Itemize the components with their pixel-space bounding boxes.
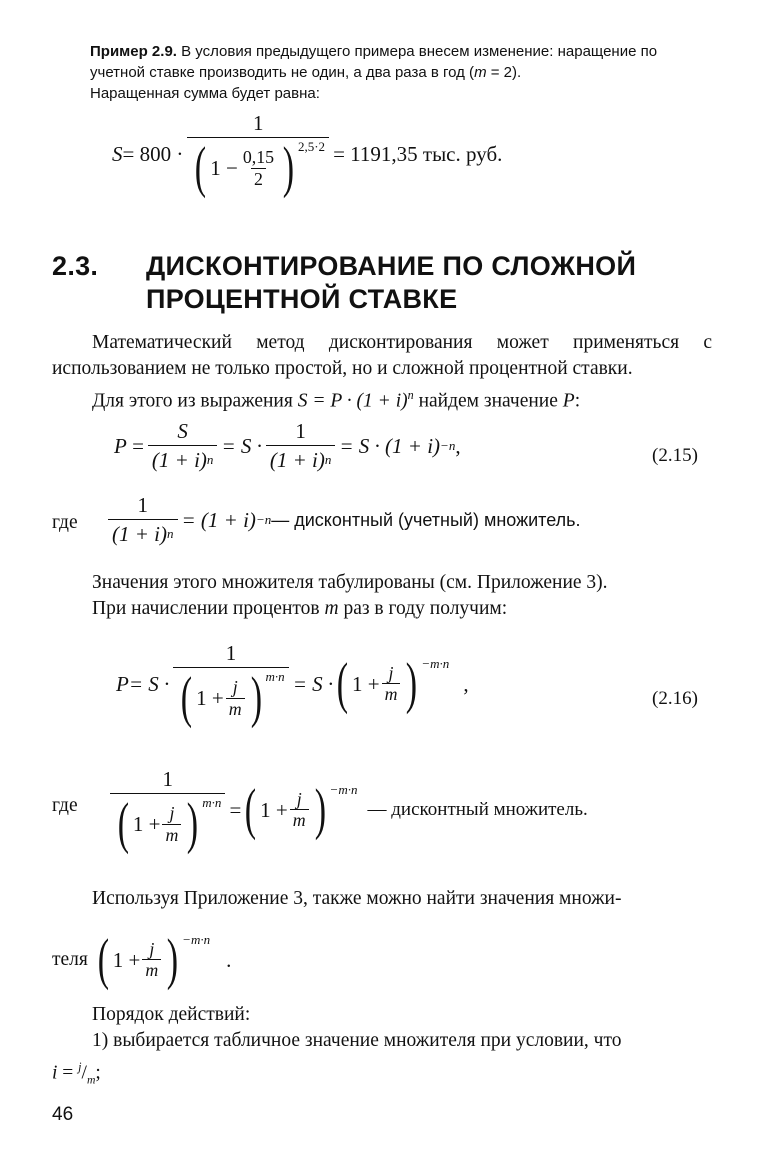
section-heading [52, 250, 732, 320]
section-number: 2.3. [52, 251, 99, 281]
f1-fraction: 1 ( 1 − $\frac{0,15}{2}$ ) $^{2,5\cdot 2}$ [187, 112, 329, 197]
example-m: m [474, 64, 487, 81]
paragraph-appendix: Используя Приложение 3, также можно найти значения множи- [92, 888, 622, 909]
f1-rhs: = 1191,35 тыс. руб. [333, 141, 503, 166]
f1-num: 1 [252, 111, 264, 135]
paragraph-m-times: При начислении процентов m раз в году получим: [92, 598, 508, 619]
formula-2-16: P = S · 1 ( 1 + $\frac{j}{m}$ ) $^{m\cdot n}$ = S · ( 1 + $\frac{j}{m}$ ) $^{-m\cdot n}$ , [116, 641, 469, 730]
discount-factor-formula: 1 (1 + i) n = (1 + i) −n — дисконтный (учетный) множитель. [104, 494, 581, 546]
paragraph-step1: 1) выбирается табличное значение множителя при условии, что [92, 1030, 622, 1051]
where-label-2: где [52, 795, 78, 816]
example-text: В условия предыдущего примера внесем изменение: наращение по учетной ставке производить не один, а два раза в год ( [90, 43, 658, 81]
paragraph-procedure: Порядок действий: [92, 1004, 251, 1025]
equation-number-2-16: (2.16) [652, 688, 698, 709]
discount-factor-text: — дисконтный (учетный) множитель. [271, 509, 581, 530]
paragraph-expression: Для этого из выражения $S = P \cdot (1 + i)^n$ найдем значение P: [92, 388, 581, 412]
discount-multiplier-text: — дисконтный множитель. [367, 799, 588, 821]
f1-den-frac-num: 0,15 [242, 146, 275, 167]
equation-number-2-15: (2.15) [652, 445, 698, 466]
multiplier-expression: теля ( 1 + $\frac{j}{m}$ ) $^{-m\cdot n}$ . [52, 928, 232, 991]
f1-eq: = 800 · [122, 141, 184, 166]
formula-example [112, 111, 503, 200]
formula-2-15: P = S (1 + i) n = S · 1 (1 + i) n = S · (1 + i) −n , [114, 419, 461, 473]
paragraph-tabulated: Значения этого множителя табулированы (см. Приложение 3). [92, 572, 608, 593]
example-m-value: = 2). [486, 64, 522, 81]
example-paragraph [90, 41, 710, 104]
paragraph-step1-cont: $i = ^j/_m$; [52, 1060, 101, 1087]
f1-den-frac-den: 2 [251, 168, 266, 190]
page-number: 46 [52, 1104, 74, 1125]
example-line2: Наращенная сумма будет равна: [90, 85, 320, 102]
f1-exp: 2,5·2 [297, 139, 326, 155]
section-title: ДИСКОНТИРОВАНИЕ ПО СЛОЖНОЙ ПРОЦЕНТНОЙ СТАВКЕ [146, 251, 637, 314]
where-label-1: где [52, 512, 78, 533]
p2-expr: S = P · (1 + i) [297, 390, 408, 412]
paragraph-method: Математический метод дисконтирования может применяться с использованием не только простой, но и сложной процентной ставки. [52, 332, 712, 379]
discount-multiplier-formula: 1 ( 1 + $\frac{j}{m}$ ) $^{m\cdot n}$ = ( 1 + $\frac{j}{m}$ ) $^{-m\cdot n}$ — дисконтный множитель. [106, 768, 588, 853]
example-label: Пример 2.9. [90, 43, 177, 60]
f1-den-one: 1 − [210, 156, 238, 181]
f1-lhs: S [112, 141, 123, 166]
